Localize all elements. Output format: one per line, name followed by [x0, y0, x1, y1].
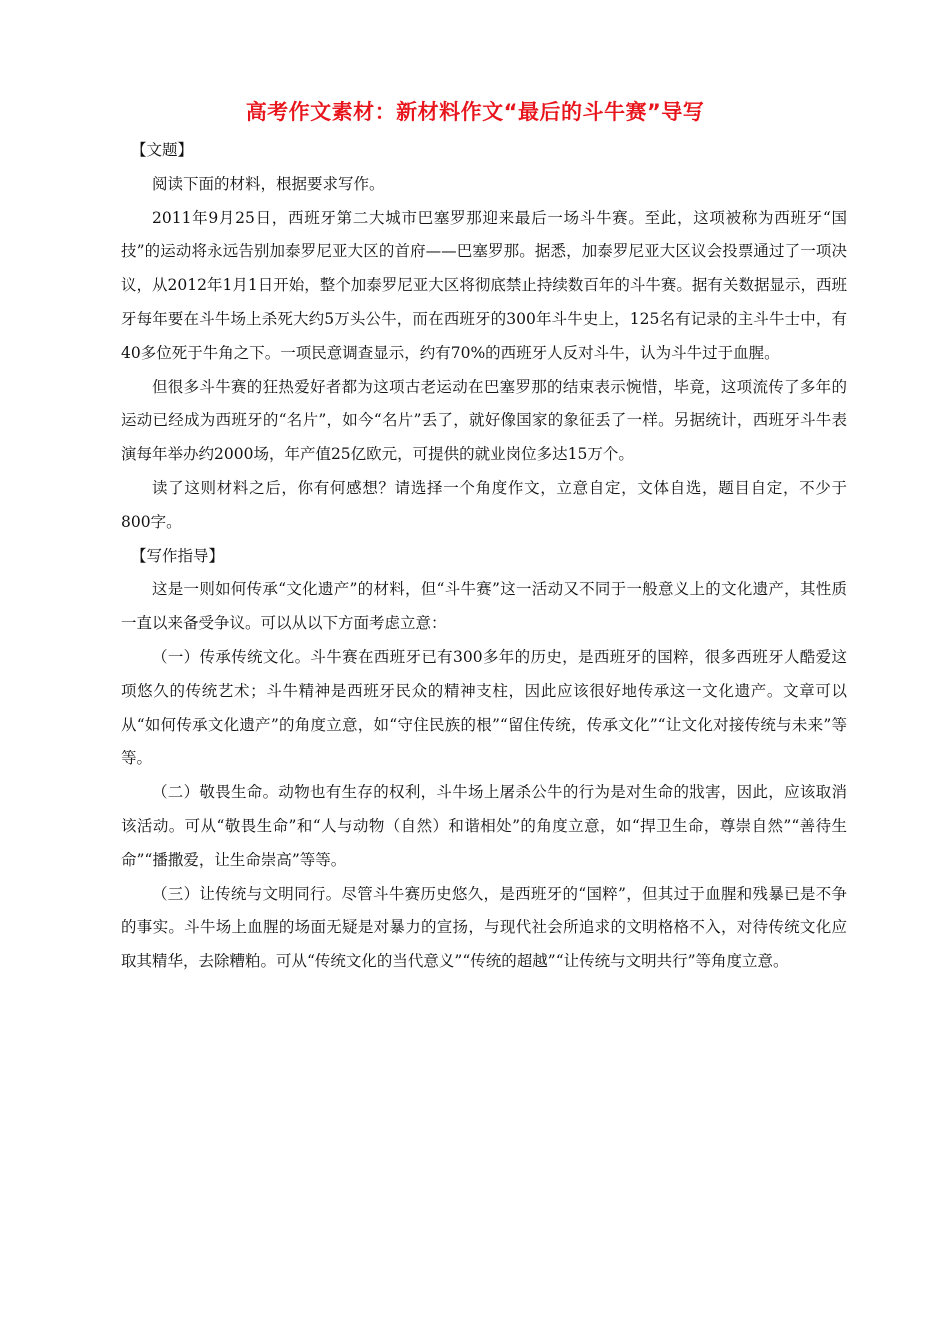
intro-paragraph: 阅读下面的材料，根据要求写作。: [152, 174, 385, 193]
document-body: [121, 134, 847, 979]
section-heading-prompt: 【文题】: [131, 141, 194, 159]
guide-intro-paragraph: 这是一则如何传承“文化遗产”的材料，但“斗牛赛”这一活动又不同于一般意义上的文化遗产，其性质一直以来备受争议。可以从以下方面考虑立意：: [121, 580, 847, 633]
guide-point-2: （二）敬畏生命。动物也有生存的权利，斗牛场上屠杀公牛的行为是对生命的戕害，因此，应该取消该活动。可从“敬畏生命”和“人与动物（自然）和谐相处”的角度立意，如“捍卫生命，尊崇自然”“善待生命”“播撒爱，让生命崇高”等等。: [121, 783, 847, 869]
guide-point-3: （三）让传统与文明同行。尽管斗牛赛历史悠久，是西班牙的“国粹”，但其过于血腥和残暴已是不争的事实。斗牛场上血腥的场面无疑是对暴力的宣扬，与现代社会所追求的文明格格不入，对待传统文化应取其精华，去除糟粕。可从“传统文化的当代意义”“传统的超越”“让传统与文明共行”等角度立意。: [121, 884, 847, 971]
requirement-paragraph: 读了这则材料之后，你有何感想？请选择一个角度作文，立意自定，文体自选，题目自定，不少于800字。: [121, 478, 847, 531]
material-paragraph-2: 但很多斗牛赛的狂热爱好者都为这项古老运动在巴塞罗那的结束表示惋惜，毕竟，这项流传了多年的运动已经成为西班牙的“名片”，如今“名片”丢了，就好像国家的象征丢了一样。另据统计，西班牙斗牛表演每年举办约2000场，年产值25亿欧元，可提供的就业岗位多达15万个。: [121, 377, 847, 464]
section-heading-guide: 【写作指导】: [131, 546, 225, 565]
material-paragraph-1: 2011年9月25日，西班牙第二大城市巴塞罗那迎来最后一场斗牛赛。至此，这项被称为西班牙“国技”的运动将永远告别加泰罗尼亚大区的首府——巴塞罗那。据悉，加泰罗尼亚大区议会投票通过了一项决议，从2012年1月1日开始，整个加泰罗尼亚大区将彻底禁止持续数百年的斗牛赛。据有关数据显示，西班牙每年要在斗牛场上杀死大约5万头公牛，而在西班牙的300年斗牛史上，125名有记录的主斗牛士中，有40多位死于牛角之下。一项民意调查显示，约有70%的西班牙人反对斗牛，认为斗牛过于血腥。: [121, 208, 847, 362]
page-title: 高考作文素材：新材料作文“最后的斗牛赛”导写: [245, 100, 705, 124]
guide-point-1: （一）传承传统文化。斗牛赛在西班牙已有300多年的历史，是西班牙的国粹，很多西班牙人酷爱这项悠久的传统艺术；斗牛精神是西班牙民众的精神支柱，因此应该很好地传承这一文化遗产。文章可以从“如何传承文化遗产”的角度立意，如“守住民族的根”“留住传统，传承文化”“让文化对接传统与未来”等等。: [121, 647, 847, 768]
